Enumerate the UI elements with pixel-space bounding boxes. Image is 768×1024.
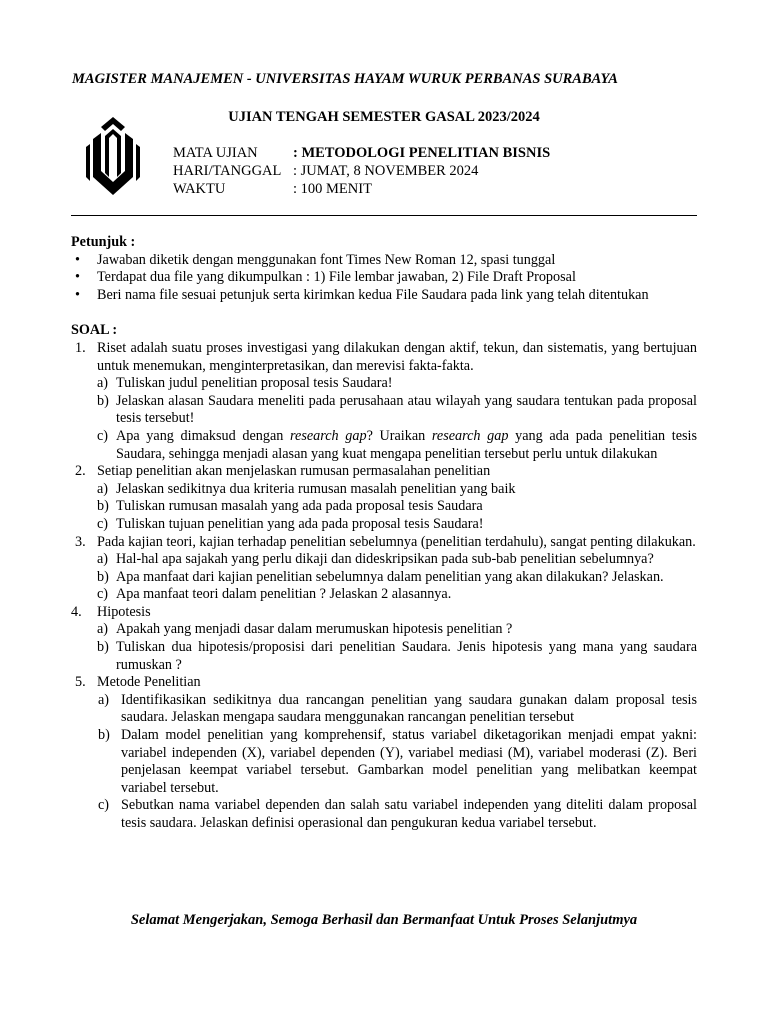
question-3c: c) Apa manfaat teori dalam penelitian ? Jelaskan 2 alasannya. [97, 586, 452, 603]
header-divider [71, 215, 697, 216]
instruction-item: • Jawaban diketik dengan menggunakan font Times New Roman 12, spasi tunggal [75, 251, 556, 268]
meta-time [173, 180, 550, 198]
meta-label: MATA UJIAN [173, 145, 258, 161]
exam-title: UJIAN TENGAH SEMESTER GASAL 2023/2024 [228, 109, 540, 125]
bullet-icon: • [75, 269, 80, 286]
question-3: 3. Pada kajian teori, kajian terhadap penelitian sebelumnya (penelitian terdahulu), sangat penting dilakukan. [75, 533, 696, 550]
exam-meta [173, 144, 550, 198]
questions-heading: SOAL : [71, 322, 118, 339]
question-3b: b) Apa manfaat dari kajian penelitian sebelumnya dalam penelitian yang akan dilakukan? Jelaskan. [97, 568, 664, 585]
question-1b: b) Jelaskan alasan Saudara meneliti pada perusahaan atau wilayah yang saudara tentukan pada proposal tesis tersebut! [97, 392, 697, 427]
question-4: 4. Hipotesis [71, 603, 151, 620]
question-1a: a) Tuliskan judul penelitian proposal tesis Saudara! [97, 375, 393, 392]
question-2c: c) Tuliskan tujuan penelitian yang ada pada proposal tesis Saudara! [97, 515, 484, 532]
question-2: 2. Setiap penelitian akan menjelaskan rumusan permasalahan penelitian [75, 463, 491, 480]
question-4a: a) Apakah yang menjadi dasar dalam merumuskan hipotesis penelitian ? [97, 621, 513, 638]
perbanas-logo-icon [86, 117, 140, 195]
question-5a: a) Identifikasikan sedikitnya dua rancangan penelitian yang saudara gunakan dalam proposal tesis saudara. Jelaskan mengapa saudara menggunakan rancangan penelitian tersebut [98, 691, 697, 726]
question-3a: a) Hal-hal apa sajakah yang perlu dikaji dan dideskripsikan pada sub-bab penelitian sebelumnya? [97, 551, 654, 568]
instructions-heading: Petunjuk : [71, 234, 136, 250]
meta-value: : 100 MENIT [293, 181, 372, 197]
question-5c: c) Sebutkan nama variabel dependen dan salah satu variabel independen yang diteliti dalam proposal tesis saudara. Jelaskan definisi operasional dan pengukuran kedua variabel tersebut. [98, 797, 697, 831]
closing-message: Selamat Mengerjakan, Semoga Berhasil dan Bermanfaat Untuk Proses Selanjutmya [130, 912, 638, 928]
question-4b: b) Tuliskan dua hipotesis/proposisi dari penelitian Saudara. Jenis hipotesis yang mana yang saudara rumuskan ? [97, 639, 697, 673]
question-1: 1. Riset adalah suatu proses investigasi yang dilakukan dengan aktif, tekun, dan sistematis, yang bertujuan untuk menemukan, menginterpretasikan, dan merevisi fakta-fakta. [75, 339, 697, 374]
meta-label: WAKTU [173, 181, 226, 197]
question-1c: c) Apa yang dimaksud dengan research gap? Uraikan research gap yang ada pada penelitian tesis Saudara, sehingga menjadi alasan yang kuat mengapa penelitian tersebut perlu untuk dilakukan [97, 427, 697, 462]
question-2a: a) Jelaskan sedikitnya dua kriteria rumusan masalah penelitian yang baik [97, 480, 516, 497]
question-5: 5. Metode Penelitian [75, 674, 201, 691]
bullet-icon: • [75, 251, 80, 268]
meta-date [173, 162, 550, 180]
instruction-item: • Beri nama file sesuai petunjuk serta kirimkan kedua File Saudara pada link yang telah ditentukan [75, 286, 649, 303]
bullet-icon: • [75, 286, 80, 303]
institution-header: MAGISTER MANAJEMEN - UNIVERSITAS HAYAM WURUK PERBANAS SURABAYA [72, 71, 618, 87]
exam-body [71, 234, 697, 833]
instruction-item: • Terdapat dua file yang dikumpulkan : 1) File lembar jawaban, 2) File Draft Proposal [75, 269, 576, 286]
question-5b: b) Dalam model penelitian yang komprehensif, status variabel diketagorikan menjadi empat yakni: variabel independen (X), variabel dependen (Y), variabel mediasi (M), variabel moderasi (Z). Beri penjelasan keempat variabel tersebut. Gambarkan model penelitian yang melibatkan keempat variabel tersebut. [98, 727, 697, 796]
meta-course [173, 144, 550, 162]
meta-value: : METODOLOGI PENELITIAN BISNIS [293, 145, 551, 161]
meta-label: HARI/TANGGAL [173, 163, 282, 179]
question-2b: b) Tuliskan rumusan masalah yang ada pada proposal tesis Saudara [97, 498, 483, 515]
meta-value: : JUMAT, 8 NOVEMBER 2024 [293, 163, 479, 179]
